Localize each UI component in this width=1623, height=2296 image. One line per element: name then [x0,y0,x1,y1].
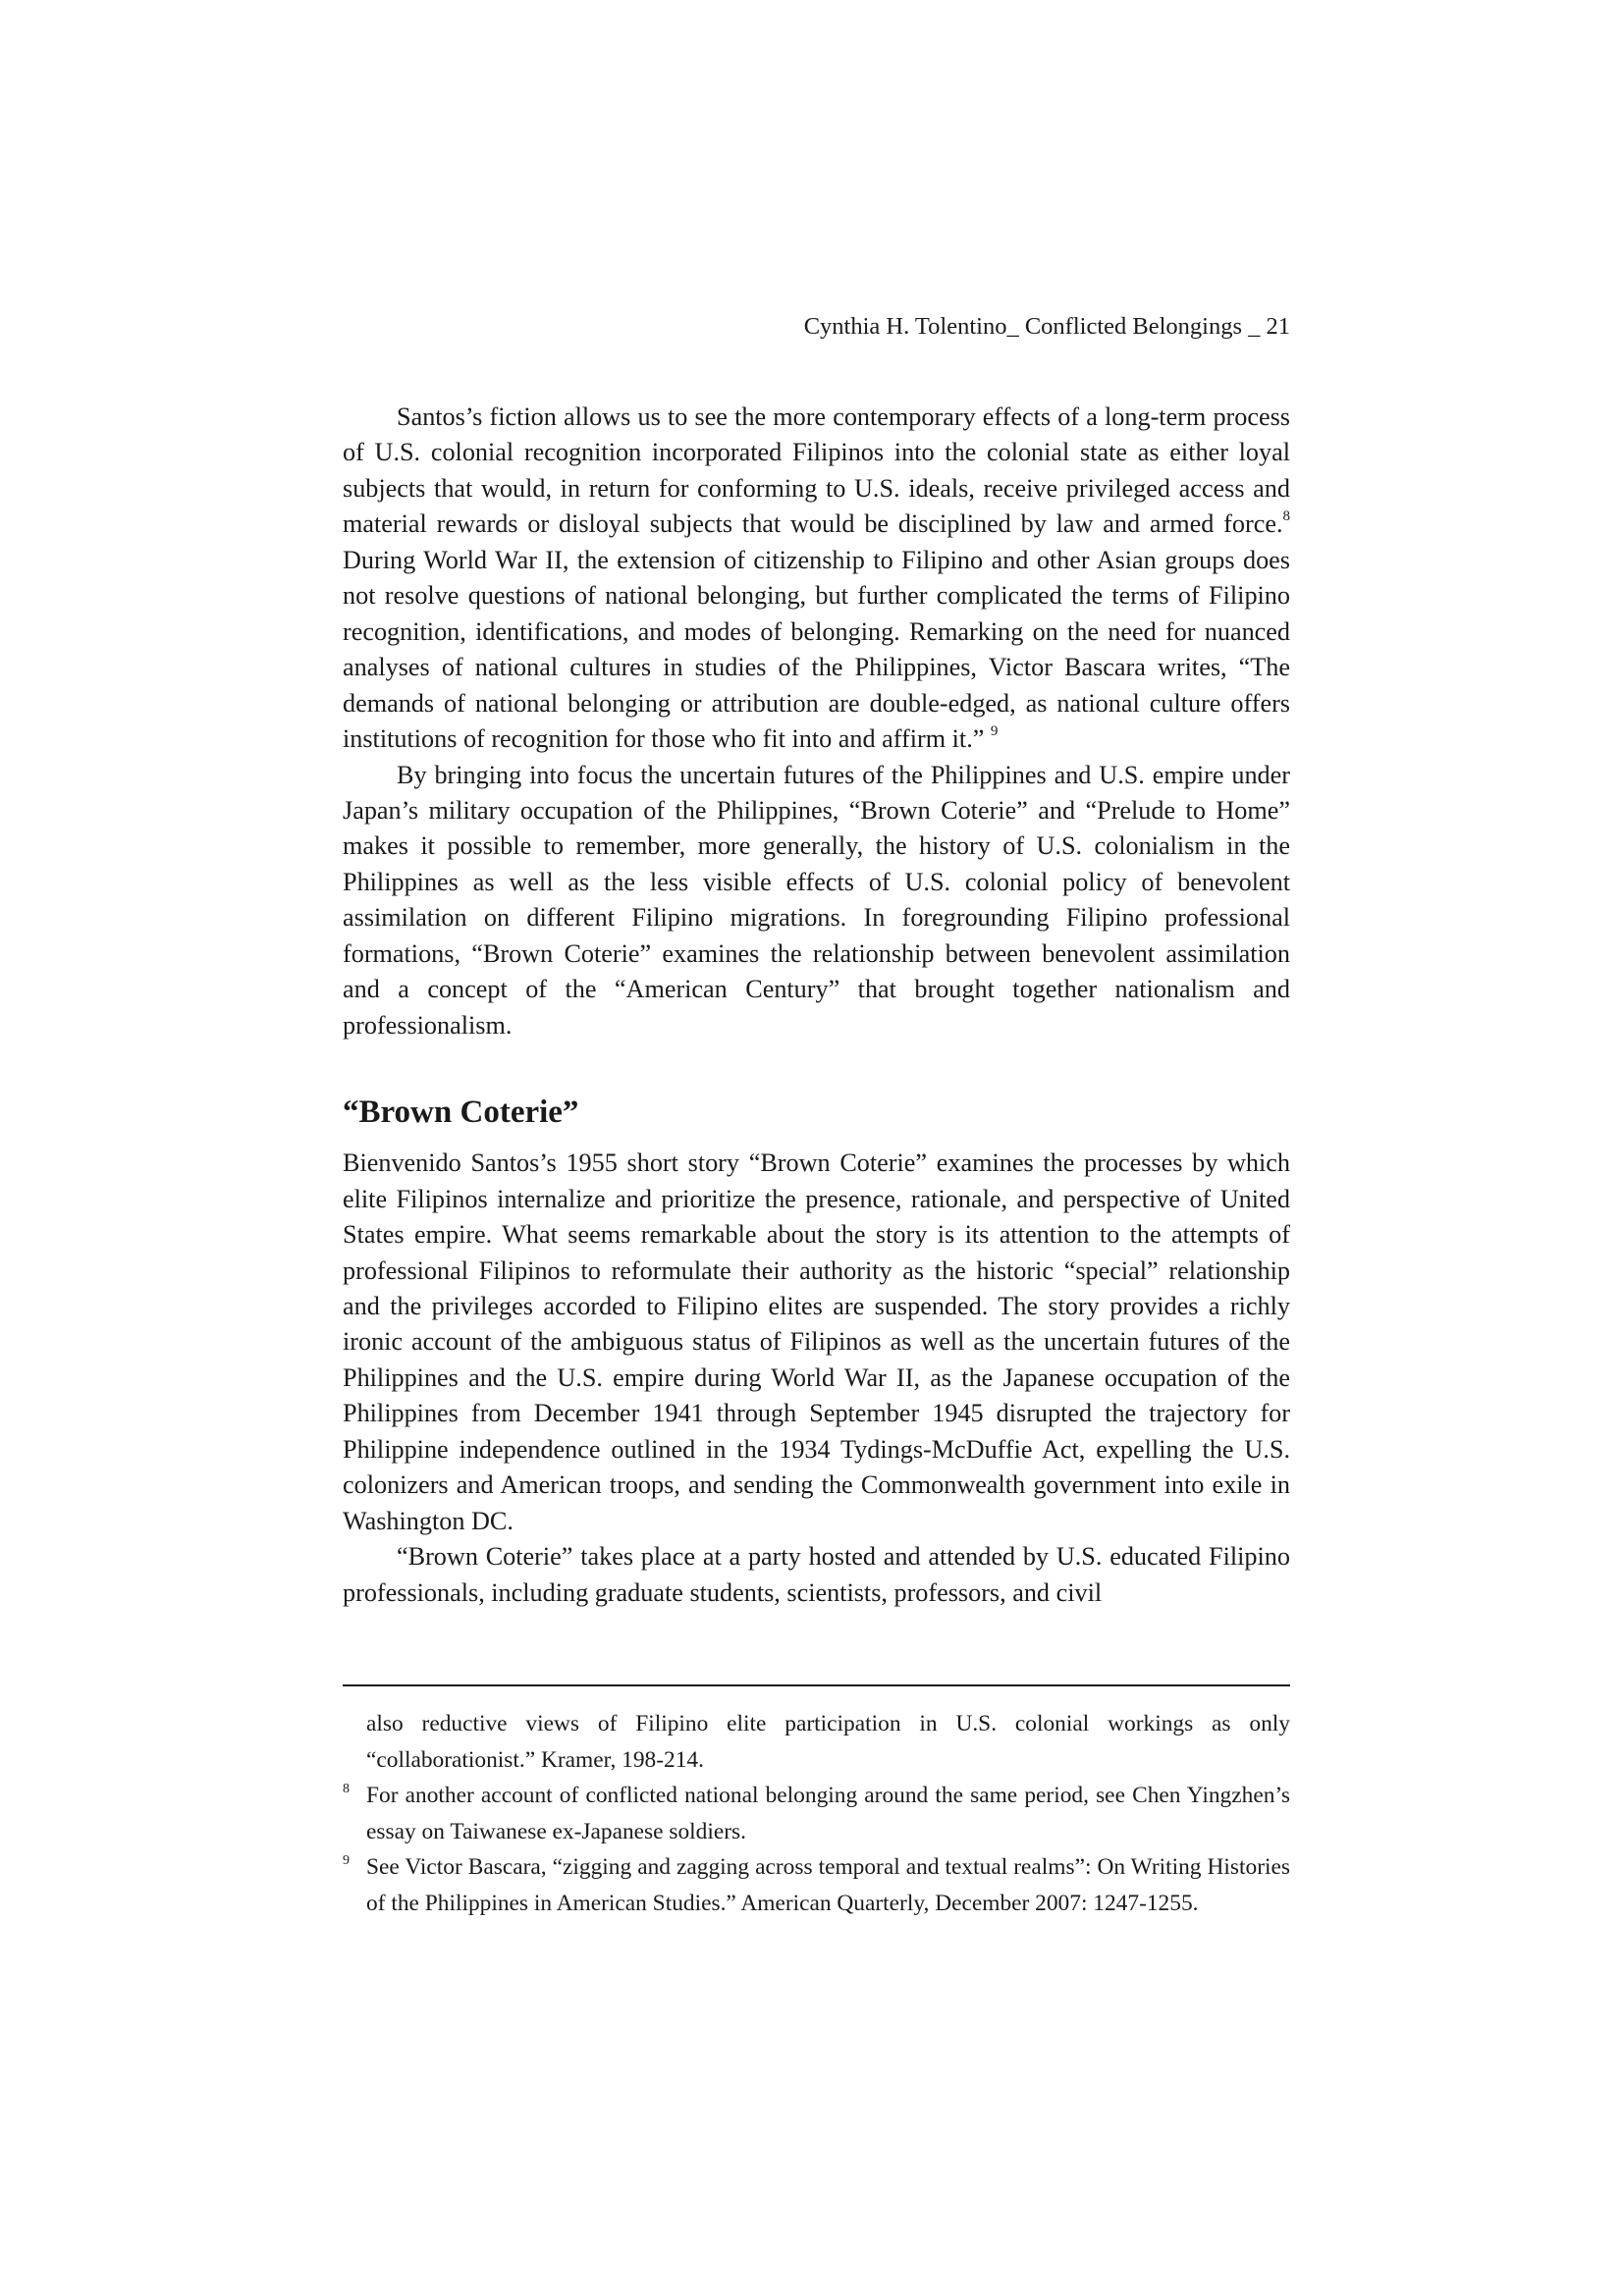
footnote-ref-9: 9 [990,723,999,740]
running-head: Cynthia H. Tolentino_ Conflicted Belongings _ 21 [803,313,1290,340]
footnote-9-mark: 9 [343,1853,350,1868]
footnote-8 [343,1778,1290,1849]
footnotes [343,1706,1290,1921]
footnote-9-text: See Victor Bascara, “zigging and zagging across temporal and textual realms”: On Writing Histories of the Philippines in American Studies.” American Quarterly, December 2007: 1247-1255. [366,1854,1290,1916]
footnote-ref-8: 8 [1282,508,1290,525]
section-heading: “Brown Coterie” [343,1095,579,1131]
paragraph-1-text-a: Santos’s fiction allows us to see the more contemporary effects of a long-term process of U.S. colonial recognition incorporated Filipinos into the colonial state as either loyal subjects that would, in return for conforming to U.S. ideals, receive privileged access and material rewards or disloyal subjects that would be disciplined by law and armed force. [343,402,1290,539]
footnote-8-mark: 8 [343,1782,350,1796]
paragraph-1 [343,400,1290,758]
footnote-rule [343,1684,1290,1686]
footnote-8-text: For another account of conflicted national belonging around the same period, see Chen Yingzhen’s essay on Taiwanese ex-Japanese soldiers. [366,1783,1290,1844]
footnote-9 [343,1849,1290,1921]
paragraph-4: “Brown Coterie” takes place at a party hosted and attended by U.S. educated Filipino professionals, including graduate students, scientists, professors, and civil [343,1542,1290,1607]
paragraph-2: By bringing into focus the uncertain futures of the Philippines and U.S. empire under Japan’s military occupation of the Philippines, “Brown Coterie” and “Prelude to Home” makes it possible to remember, more generally, the history of U.S. colonialism in the Philippines as well as the less visible effects of U.S. colonial policy of benevolent assimilation on different Filipino migrations. In foregrounding Filipino professional formations, “Brown Coterie” examines the relationship between benevolent assimilation and a concept of the “American Century” that brought together nationalism and professionalism. [343,760,1290,1040]
footnote-continued: also reductive views of Filipino elite participation in U.S. colonial workings as only “collaborationist.” Kramer, 198-214. [366,1711,1290,1773]
body-text [343,400,1290,1611]
paragraph-1-text-b: During World War II, the extension of citizenship to Filipino and other Asian groups does not resolve questions of national belonging, but further complicated the terms of Filipino recognition, identifications, and modes of belonging. Remarking on the need for nuanced analyses of national cultures in studies of the Philippines, Victor Bascara writes, “The demands of national belonging or attribution are double-edged, as national culture offers institutions of recognition for those who fit into and affirm it.” [343,545,1290,754]
paragraph-3: Bienvenido Santos’s 1955 short story “Brown Coterie” examines the processes by which elite Filipinos internalize and prioritize the presence, rationale, and perspective of United States empire. What seems remarkable about the story is its attention to the attempts of professional Filipinos to reformulate their authority as the historic “special” relationship and the privileges accorded to Filipino elites are suspended. The story provides a richly ironic account of the ambiguous status of Filipinos as well as the uncertain futures of the Philippines and the U.S. empire during World War II, as the Japanese occupation of the Philippines from December 1941 through September 1945 disrupted the trajectory for Philippine independence outlined in the 1934 Tydings-McDuffie Act, expelling the U.S. colonizers and American troops, and sending the Commonwealth government into exile in Washington DC. [343,1148,1290,1535]
